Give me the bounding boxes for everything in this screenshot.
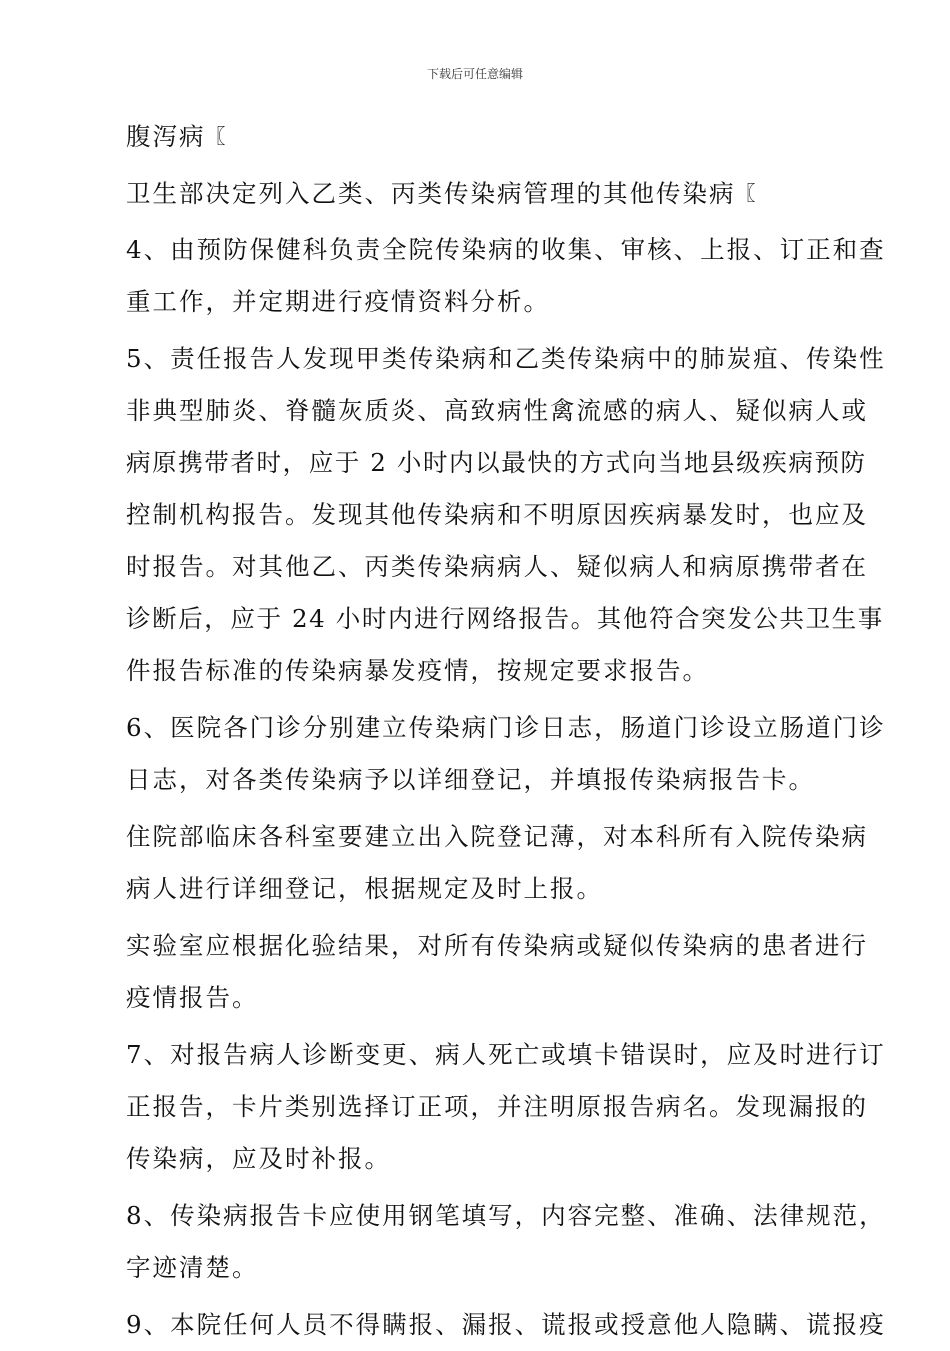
text-line: 实验室应根据化验结果，对所有传染病或疑似传染病的患者进行 xyxy=(126,931,868,960)
text-line: 腹泻病〖 xyxy=(126,122,226,151)
text-line: 9、本院任何人员不得瞒报、漏报、谎报或授意他人隐瞒、谎报疫 xyxy=(126,1310,886,1339)
text-line: 传染病，应及时补报。 xyxy=(126,1144,391,1173)
text-line: 时报告。对其他乙、丙类传染病病人、疑似病人和病原携带者在 xyxy=(126,552,868,581)
text-line: 病原携带者时，应于 2 小时内以最快的方式向当地县级疾病预防 xyxy=(126,448,867,477)
text-line: 件报告标准的传染病暴发疫情，按规定要求报告。 xyxy=(126,656,709,685)
bracket-mark: 〖 xyxy=(735,181,756,205)
text-line: 非典型肺炎、脊髓灰质炎、高致病性禽流感的病人、疑似病人或 xyxy=(126,396,868,425)
text-line: 字迹清楚。 xyxy=(126,1253,259,1282)
text-line: 正报告，卡片类别选择订正项，并注明原报告病名。发现漏报的 xyxy=(126,1092,868,1121)
text-line: 控制机构报告。发现其他传染病和不明原因疾病暴发时，也应及 xyxy=(126,500,868,529)
bracket-mark: 〖 xyxy=(205,124,226,148)
text-line: 住院部临床各科室要建立出入院登记薄，对本科所有入院传染病 xyxy=(126,822,868,851)
text-line: 重工作，并定期进行疫情资料分析。 xyxy=(126,287,550,316)
text-line: 6、医院各门诊分别建立传染病门诊日志，肠道门诊设立肠道门诊 xyxy=(126,713,886,742)
text-line: 日志，对各类传染病予以详细登记，并填报传染病报告卡。 xyxy=(126,765,815,794)
document-body xyxy=(126,110,886,1351)
text-line: 4、由预防保健科负责全院传染病的收集、审核、上报、订正和查 xyxy=(126,235,886,264)
text-line: 疫情报告。 xyxy=(126,983,259,1012)
text-line: 病人进行详细登记，根据规定及时上报。 xyxy=(126,874,603,903)
page-header-note: 下载后可任意编辑 xyxy=(426,67,523,81)
text-line: 8、传染病报告卡应使用钢笔填写，内容完整、准确、法律规范， xyxy=(126,1201,886,1230)
text-line: 7、对报告病人诊断变更、病人死亡或填卡错误时，应及时进行订 xyxy=(126,1040,886,1069)
text-line: 诊断后，应于 24 小时内进行网络报告。其他符合突发公共卫生事 xyxy=(126,604,884,633)
text-line: 卫生部决定列入乙类、丙类传染病管理的其他传染病〖 xyxy=(126,179,756,208)
text-line: 5、责任报告人发现甲类传染病和乙类传染病中的肺炭疽、传染性 xyxy=(126,344,886,373)
